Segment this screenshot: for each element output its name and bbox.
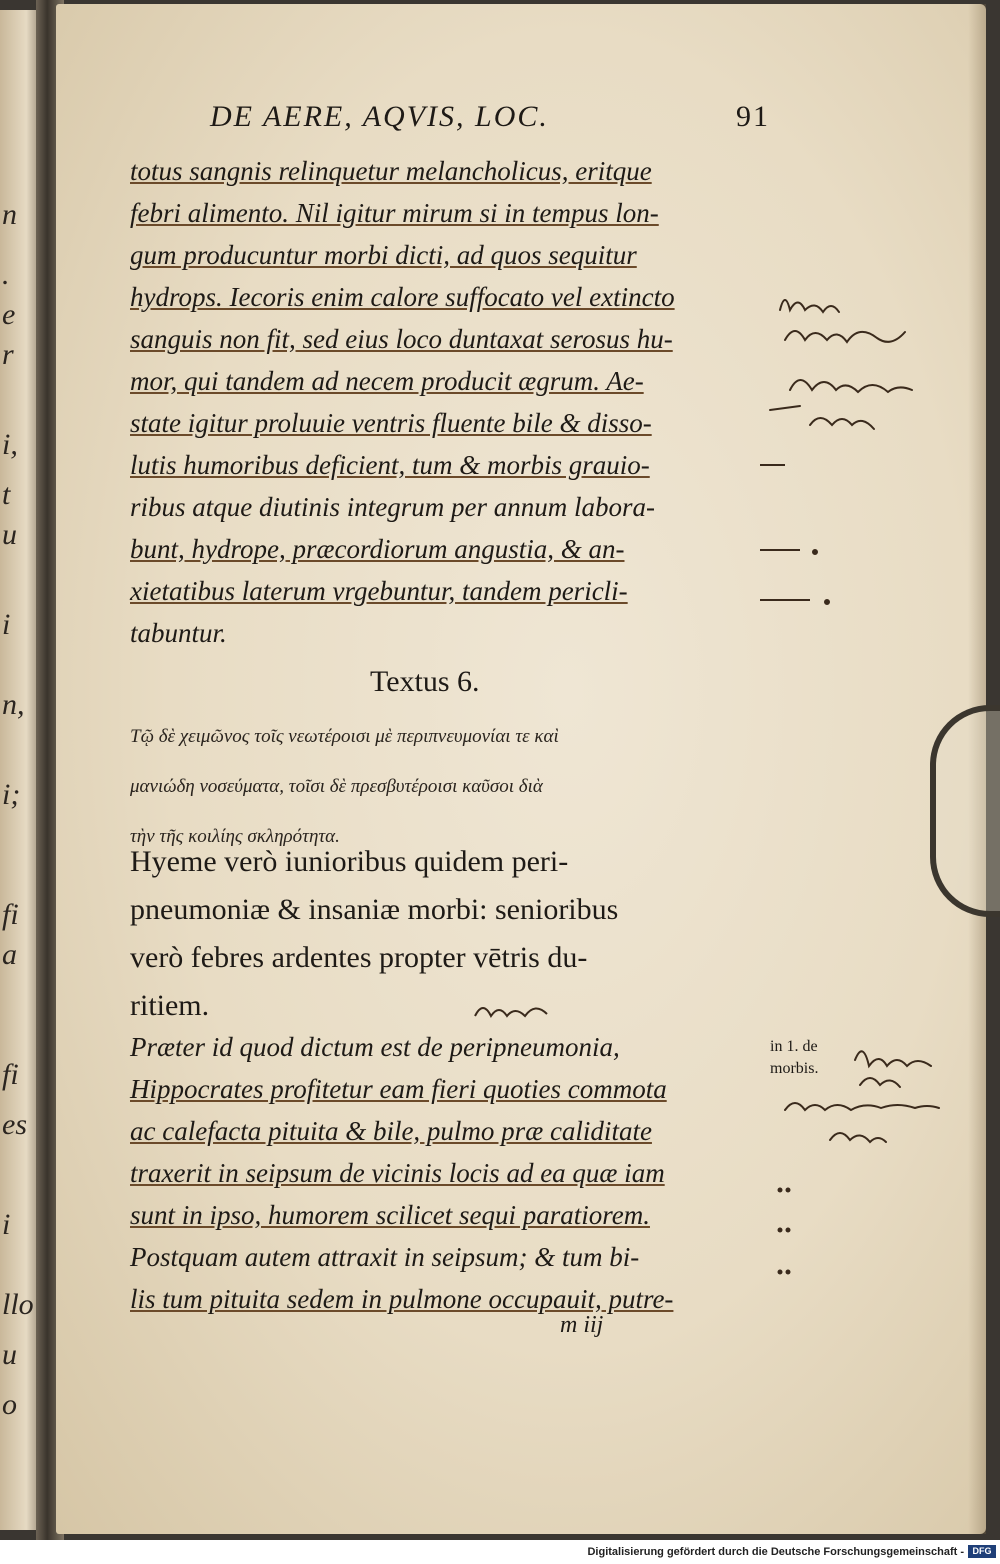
page-number: 91	[736, 100, 770, 133]
handwritten-notation	[470, 996, 590, 1026]
greek-line: Τῷ δὲ χειμῶνος τοῖς νεωτέροισι μὲ περιπνευμονίαι τε καὶ	[130, 726, 559, 747]
text-line: state igitur proluuie ventris fluente bile & disso-	[130, 408, 652, 438]
text-line: totus sangnis relinquetur melancholicus, eritque	[130, 156, 652, 186]
text-line: lis tum pituita sedem in pulmone occupauit, putre-	[130, 1284, 674, 1314]
text-line: Præter id quod dictum est de peripneumonia,	[130, 1032, 620, 1062]
greek-line: μανιώδη νοσεύματα, τοῖσι δὲ πρεσβυτέροισι καῦσοι διὰ	[130, 776, 543, 797]
margin-marks	[770, 1180, 810, 1290]
commentary-paragraph-1	[130, 150, 770, 654]
section-heading: Textus 6.	[370, 665, 480, 698]
text-line: Postquam autem attraxit in seipsum; & tum bi-	[130, 1242, 640, 1272]
text-line: Hippocrates profitetur eam fieri quoties commota	[130, 1074, 667, 1104]
translation-line: Hyeme verò iunioribus quidem peri-	[130, 845, 569, 878]
text-line: hydrops. Iecoris enim calore suffocato vel extincto	[130, 282, 675, 312]
text-line: sunt in ipso, humorem scilicet sequi paratiorem.	[130, 1200, 650, 1230]
footer-bar	[0, 1540, 1000, 1564]
text-line: tabuntur.	[130, 618, 227, 648]
dfg-logo: DFG	[968, 1545, 996, 1558]
translation-line: ritiem.	[130, 989, 210, 1022]
commentary-paragraph-2	[130, 1026, 770, 1320]
greek-line: τὴν τῆς κοιλίης σκληρότητα.	[130, 826, 340, 847]
text-line: febri alimento. Nil igitur mirum si in tempus lon-	[130, 198, 659, 228]
text-line: ac calefacta pituita & bile, pulmo præ caliditate	[130, 1116, 652, 1146]
latin-translation	[130, 838, 770, 1030]
text-line: ribus atque diutinis integrum per annum labora-	[130, 492, 655, 522]
facing-page-edge: n . e r i, t u i n, i; fi a fi es i llo u o	[0, 10, 44, 1530]
text-line: sanguis non fit, sed eius loco duntaxat serosus hu-	[130, 324, 673, 354]
signature-mark: m iij	[560, 1312, 604, 1338]
text-line: mor, qui tandem ad necem producit ægrum. Ae-	[130, 366, 644, 396]
running-head-title: DE AERE, AQVIS, LOC.	[210, 100, 549, 133]
funding-credit: Digitalisierung gefördert durch die Deutsche Forschungsgemeinschaft -	[587, 1546, 964, 1558]
text-line: bunt, hydrope, præcordiorum angustia, & an-	[130, 534, 625, 564]
running-head	[210, 100, 770, 140]
translation-line: verò febres ardentes propter vētris du-	[130, 941, 588, 974]
text-line: gum producuntur morbi dicti, ad quos sequitur	[130, 240, 637, 270]
text-line: lutis humoribus deficient, tum & morbis grauio-	[130, 450, 650, 480]
text-line: xietatibus laterum vrgebuntur, tandem pericli-	[130, 576, 628, 606]
handwritten-marginalia	[770, 1040, 1000, 1170]
text-line: traxerit in seipsum de vicinis locis ad ea quæ iam	[130, 1158, 665, 1188]
margin-marks	[755, 460, 835, 610]
printed-sidenote: in 1. de morbis.	[770, 1038, 819, 1077]
translation-line: pneumoniæ & insaniæ morbi: senioribus	[130, 893, 619, 926]
page-clip	[930, 705, 1000, 917]
handwritten-marginalia	[760, 280, 1000, 480]
